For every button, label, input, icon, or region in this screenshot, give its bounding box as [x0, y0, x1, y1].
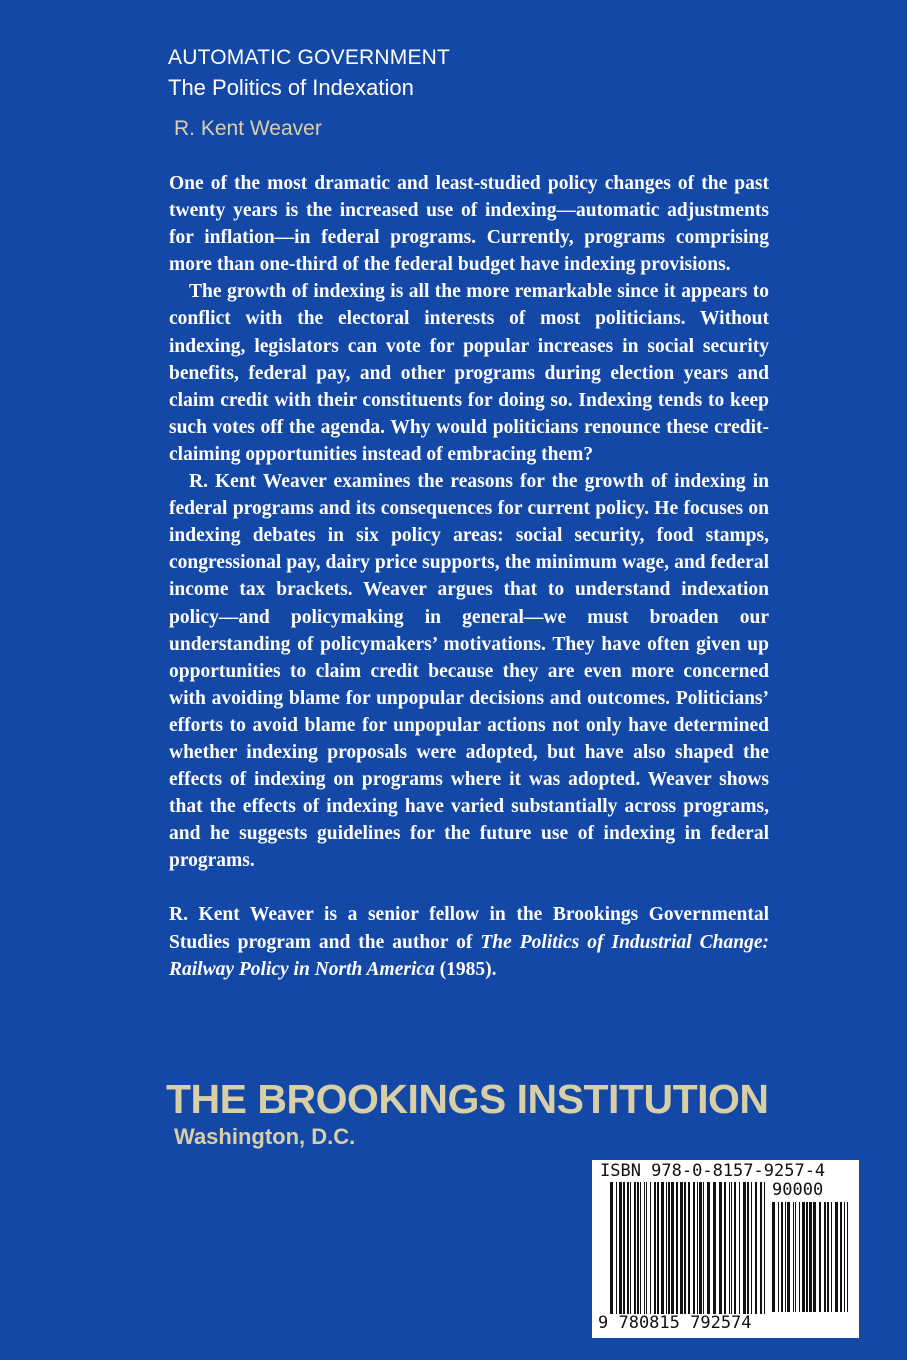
book-title: AUTOMATIC GOVERNMENT: [168, 46, 451, 69]
description-paragraph: The growth of indexing is all the more remarkable since it appears to conflict with the electoral interests of most politicians. Without indexing, legislators can vote for popular increases in social security benefits, federal pay, and other programs during election years and claim credit with their constituents for doing so. Indexing tends to keep such votes off the agenda. Why would politicians renounce these credit-claiming opportunities instead of embracing them?: [169, 281, 769, 465]
description-paragraph: R. Kent Weaver examines the reasons for the growth of indexing in federal programs and its consequences for current policy. He focuses on indexing debates in six policy areas: social security, food stamps, congressional pay, dairy price supports, the minimum wage, and federal income tax brackets. Weaver argues that to understand indexation policy—and policymaking in general—we must broaden our understanding of policymakers’ motivations. They have often given up opportunities to claim credit because they are even more concerned with avoiding blame for unpopular decisions and outcomes. Politicians’ efforts to avoid blame for unpopular actions not only have determined whether indexing proposals were adopted, but have also shaped the effects of indexing on programs where it was adopted. Weaver shows that the effects of indexing have varied substantially across programs, and he suggests guidelines for the future use of indexing in federal programs.: [169, 471, 769, 872]
previous-book-title: The Politics of Industrial Change: Railway Policy in North America: [169, 931, 769, 980]
publisher-name: THE BROOKINGS INSTITUTION: [166, 1076, 769, 1122]
author-bio-text: R. Kent Weaver is a senior fellow in the Brookings Governmental Studies program and the author of: [169, 904, 769, 953]
description-paragraph: One of the most dramatic and least-studied policy changes of the past twenty years is the increased use of indexing—automatic adjustments for inflation—in federal programs. Currently, programs comprising more than one-third of the federal budget have indexing provisions.: [169, 173, 769, 276]
price-addon-label: 90000: [772, 1180, 824, 1200]
author-bio-year: (1985).: [434, 958, 497, 980]
book-subtitle: The Politics of Indexation: [168, 75, 414, 100]
author-name: R. Kent Weaver: [174, 117, 322, 140]
ean-number: 9 780815 792574: [598, 1313, 752, 1333]
book-description: [169, 170, 769, 983]
isbn-label: ISBN 978-0-8157-9257-4: [600, 1161, 826, 1181]
author-bio: [169, 901, 769, 982]
ean-barcode-bars: [610, 1182, 770, 1314]
addon-barcode-bars: [772, 1202, 852, 1312]
publisher-city: Washington, D.C.: [174, 1124, 356, 1149]
isbn-barcode: [592, 1160, 859, 1338]
